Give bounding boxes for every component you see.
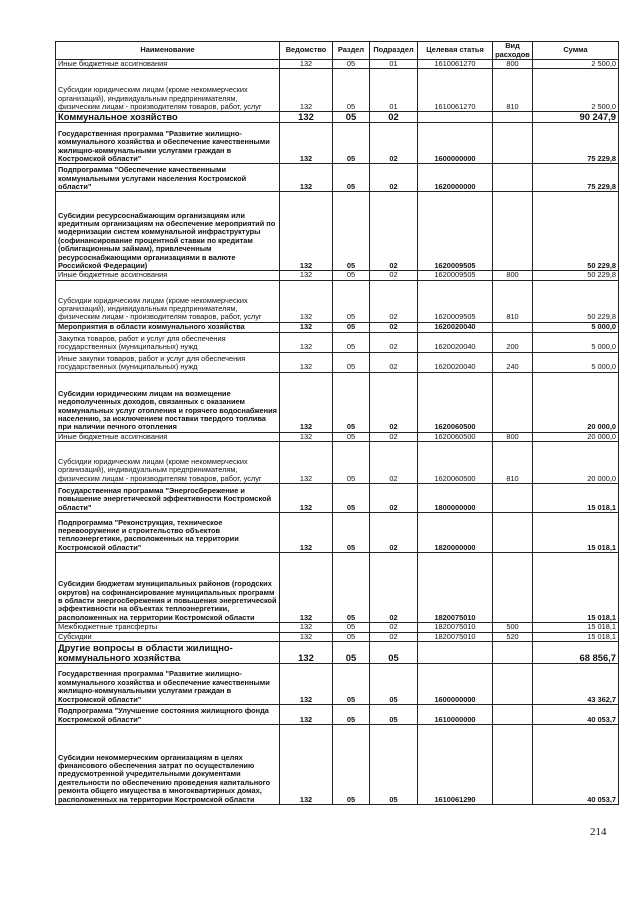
cell-name: Субсидии юридическим лицам (кроме некоммерческих организаций), индивидуальным предпринимателям, физическим лицам - производителям товаров, работ, услуг xyxy=(56,280,280,322)
cell-expense-type xyxy=(493,164,533,192)
cell-name: Иные закупки товаров, работ и услуг для обеспечения государственных (муниципальных) нужд xyxy=(56,352,280,372)
cell-vedomstvo: 132 xyxy=(280,623,333,632)
cell-razdel: 05 xyxy=(333,60,370,69)
cell-expense-type: 810 xyxy=(493,442,533,484)
cell-target-article: 1610061270 xyxy=(418,69,493,112)
cell-razdel: 05 xyxy=(333,192,370,271)
cell-podrazdel: 02 xyxy=(370,432,418,441)
col-header-sum: Сумма xyxy=(533,42,619,60)
table-row xyxy=(56,60,619,69)
cell-expense-type: 810 xyxy=(493,69,533,112)
table-row xyxy=(56,432,619,441)
cell-vedomstvo: 132 xyxy=(280,372,333,432)
cell-podrazdel: 02 xyxy=(370,322,418,332)
cell-podrazdel: 02 xyxy=(370,112,418,123)
table-row xyxy=(56,192,619,271)
cell-razdel: 05 xyxy=(333,352,370,372)
cell-expense-type xyxy=(493,192,533,271)
table-row xyxy=(56,352,619,372)
cell-podrazdel: 02 xyxy=(370,632,418,641)
cell-razdel: 05 xyxy=(333,432,370,441)
cell-expense-type xyxy=(493,553,533,623)
table-row xyxy=(56,442,619,484)
cell-vedomstvo: 132 xyxy=(280,164,333,192)
cell-target-article: 1620009505 xyxy=(418,192,493,271)
table-row xyxy=(56,484,619,513)
cell-vedomstvo: 132 xyxy=(280,725,333,805)
col-header-expense-type: Вид расходов xyxy=(493,42,533,60)
cell-podrazdel: 02 xyxy=(370,332,418,352)
cell-expense-type xyxy=(493,322,533,332)
cell-name: Субсидии юридическим лицам (кроме некоммерческих организаций), индивидуальным предпринимателям, физическим лицам - производителям товаров, работ, услуг xyxy=(56,442,280,484)
cell-expense-type: 810 xyxy=(493,280,533,322)
cell-razdel: 05 xyxy=(333,484,370,513)
cell-target-article: 1620060500 xyxy=(418,442,493,484)
cell-sum: 90 247,9 xyxy=(533,112,619,123)
cell-sum: 75 229,8 xyxy=(533,164,619,192)
table-row xyxy=(56,705,619,725)
cell-target-article: 1600000000 xyxy=(418,664,493,705)
table-row xyxy=(56,623,619,632)
cell-vedomstvo: 132 xyxy=(280,553,333,623)
cell-podrazdel: 01 xyxy=(370,60,418,69)
cell-razdel: 05 xyxy=(333,442,370,484)
cell-expense-type xyxy=(493,112,533,123)
cell-vedomstvo: 132 xyxy=(280,271,333,280)
cell-vedomstvo: 132 xyxy=(280,192,333,271)
cell-expense-type: 800 xyxy=(493,60,533,69)
cell-sum: 2 500,0 xyxy=(533,60,619,69)
cell-target-article: 1620009505 xyxy=(418,271,493,280)
cell-vedomstvo: 132 xyxy=(280,432,333,441)
cell-target-article: 1610061270 xyxy=(418,60,493,69)
cell-target-article: 1820075010 xyxy=(418,632,493,641)
cell-name: Субсидии бюджетам муниципальных районов (городских округов) на софинансирование муниципальных программ в области энергосбережения и повышения энергетической эффективности на объектах теплоэнергетики, расположенных на территории Костромской области xyxy=(56,553,280,623)
cell-name: Подпрограмма "Улучшение состояния жилищного фонда Костромской области" xyxy=(56,705,280,725)
cell-sum: 20 000,0 xyxy=(533,442,619,484)
cell-razdel: 05 xyxy=(333,69,370,112)
cell-razdel: 05 xyxy=(333,332,370,352)
table-row xyxy=(56,112,619,123)
cell-razdel: 05 xyxy=(333,164,370,192)
cell-name: Государственная программа "Развитие жилищно-коммунального хозяйства и обеспечение качественными жилищно-коммунальными услугами граждан в Костромской области" xyxy=(56,123,280,164)
cell-target-article: 1620020040 xyxy=(418,332,493,352)
cell-name: Иные бюджетные ассигнования xyxy=(56,60,280,69)
cell-name: Государственная программа "Развитие жилищно-коммунального хозяйства и обеспечение качественными жилищно-коммунальными услугами граждан в Костромской области" xyxy=(56,664,280,705)
cell-expense-type xyxy=(493,725,533,805)
cell-name: Другие вопросы в области жилищно-коммунального хозяйства xyxy=(56,642,280,664)
cell-vedomstvo: 132 xyxy=(280,705,333,725)
cell-sum: 50 229,8 xyxy=(533,192,619,271)
col-header-name: Наименование xyxy=(56,42,280,60)
cell-vedomstvo: 132 xyxy=(280,664,333,705)
cell-target-article: 1610000000 xyxy=(418,705,493,725)
table-row xyxy=(56,632,619,641)
table-row xyxy=(56,271,619,280)
cell-target-article: 1610061290 xyxy=(418,725,493,805)
table-row xyxy=(56,332,619,352)
table-row xyxy=(56,322,619,332)
cell-target-article: 1620060500 xyxy=(418,372,493,432)
table-row xyxy=(56,664,619,705)
cell-podrazdel: 02 xyxy=(370,280,418,322)
col-header-podrazdel: Подраздел xyxy=(370,42,418,60)
cell-sum: 15 018,1 xyxy=(533,484,619,513)
cell-razdel: 05 xyxy=(333,513,370,553)
cell-name: Иные бюджетные ассигнования xyxy=(56,271,280,280)
cell-expense-type: 800 xyxy=(493,432,533,441)
cell-target-article: 1820075010 xyxy=(418,623,493,632)
cell-razdel: 05 xyxy=(333,642,370,664)
cell-name: Мероприятия в области коммунального хозяйства xyxy=(56,322,280,332)
cell-podrazdel: 01 xyxy=(370,69,418,112)
cell-vedomstvo: 132 xyxy=(280,632,333,641)
cell-sum: 15 018,1 xyxy=(533,513,619,553)
cell-name: Коммунальное хозяйство xyxy=(56,112,280,123)
cell-target-article: 1620020040 xyxy=(418,352,493,372)
cell-podrazdel: 05 xyxy=(370,642,418,664)
cell-target-article xyxy=(418,642,493,664)
cell-razdel: 05 xyxy=(333,372,370,432)
cell-target-article: 1820000000 xyxy=(418,513,493,553)
cell-vedomstvo: 132 xyxy=(280,484,333,513)
cell-vedomstvo: 132 xyxy=(280,60,333,69)
cell-name: Субсидии xyxy=(56,632,280,641)
cell-razdel: 05 xyxy=(333,322,370,332)
cell-sum: 15 018,1 xyxy=(533,632,619,641)
cell-podrazdel: 02 xyxy=(370,484,418,513)
cell-sum: 68 856,7 xyxy=(533,642,619,664)
cell-vedomstvo: 132 xyxy=(280,322,333,332)
cell-sum: 15 018,1 xyxy=(533,553,619,623)
table-row xyxy=(56,123,619,164)
cell-podrazdel: 02 xyxy=(370,623,418,632)
table-row xyxy=(56,372,619,432)
cell-sum: 20 000,0 xyxy=(533,372,619,432)
budget-table xyxy=(55,41,619,805)
cell-podrazdel: 05 xyxy=(370,664,418,705)
table-row xyxy=(56,69,619,112)
table-header-row xyxy=(56,42,619,60)
cell-sum: 40 053,7 xyxy=(533,725,619,805)
cell-sum: 5 000,0 xyxy=(533,352,619,372)
cell-vedomstvo: 132 xyxy=(280,69,333,112)
cell-expense-type xyxy=(493,372,533,432)
cell-sum: 40 053,7 xyxy=(533,705,619,725)
cell-expense-type xyxy=(493,123,533,164)
cell-sum: 15 018,1 xyxy=(533,623,619,632)
cell-razdel: 05 xyxy=(333,725,370,805)
cell-name: Субсидии юридическим лицам на возмещение недополученных доходов, связанных с оказанием коммунальных услуг отопления и горячего водоснабжения населению, за исключением поставки твердого топлива при наличии печного отопления xyxy=(56,372,280,432)
cell-podrazdel: 05 xyxy=(370,705,418,725)
cell-razdel: 05 xyxy=(333,123,370,164)
table-row xyxy=(56,553,619,623)
table-row xyxy=(56,513,619,553)
cell-target-article xyxy=(418,112,493,123)
cell-vedomstvo: 132 xyxy=(280,442,333,484)
cell-vedomstvo: 132 xyxy=(280,123,333,164)
cell-expense-type xyxy=(493,705,533,725)
cell-sum: 75 229,8 xyxy=(533,123,619,164)
page-number: 214 xyxy=(590,826,607,838)
cell-podrazdel: 02 xyxy=(370,192,418,271)
cell-sum: 50 229,8 xyxy=(533,280,619,322)
cell-expense-type xyxy=(493,664,533,705)
cell-target-article: 1620009505 xyxy=(418,280,493,322)
cell-sum: 20 000,0 xyxy=(533,432,619,441)
cell-name: Субсидии ресурсоснабжающим организациям или кредитным организациям на обеспечение мероприятий по модернизации систем коммунальной инфраструктуры (софинансирование процентной ставки по кредитам (облигационным займам), привлеченным ресурсоснабжающими организациями в валюте Российской Федерации) xyxy=(56,192,280,271)
cell-vedomstvo: 132 xyxy=(280,352,333,372)
cell-name: Государственная программа "Энергосбережение и повышение энергетической эффективности Костромской области" xyxy=(56,484,280,513)
cell-expense-type xyxy=(493,642,533,664)
cell-name: Закупка товаров, работ и услуг для обеспечения государственных (муниципальных) нужд xyxy=(56,332,280,352)
cell-sum: 5 000,0 xyxy=(533,332,619,352)
cell-razdel: 05 xyxy=(333,280,370,322)
cell-vedomstvo: 132 xyxy=(280,112,333,123)
cell-name: Субсидии юридическим лицам (кроме некоммерческих организаций), индивидуальным предпринимателям, физическим лицам - производителям товаров, работ, услуг xyxy=(56,69,280,112)
cell-name: Иные бюджетные ассигнования xyxy=(56,432,280,441)
cell-expense-type xyxy=(493,484,533,513)
cell-vedomstvo: 132 xyxy=(280,280,333,322)
cell-target-article: 1600000000 xyxy=(418,123,493,164)
cell-podrazdel: 02 xyxy=(370,442,418,484)
cell-name: Субсидии некоммерческим организациям в целях финансового обеспечения затрат по осуществлению предусмотренной учредительными документами деятельности по обеспечению проведения капитального ремонта общего имущества в многоквартирных домах, расположенных на территории Костромской области xyxy=(56,725,280,805)
cell-podrazdel: 02 xyxy=(370,553,418,623)
cell-sum: 50 229,8 xyxy=(533,271,619,280)
cell-podrazdel: 05 xyxy=(370,725,418,805)
col-header-razdel: Раздел xyxy=(333,42,370,60)
cell-expense-type: 520 xyxy=(493,632,533,641)
cell-expense-type: 240 xyxy=(493,352,533,372)
cell-target-article: 1620020040 xyxy=(418,322,493,332)
cell-sum: 2 500,0 xyxy=(533,69,619,112)
cell-vedomstvo: 132 xyxy=(280,332,333,352)
cell-sum: 5 000,0 xyxy=(533,322,619,332)
cell-vedomstvo: 132 xyxy=(280,642,333,664)
cell-expense-type xyxy=(493,513,533,553)
cell-sum: 43 362,7 xyxy=(533,664,619,705)
cell-razdel: 05 xyxy=(333,112,370,123)
cell-podrazdel: 02 xyxy=(370,352,418,372)
cell-podrazdel: 02 xyxy=(370,123,418,164)
cell-razdel: 05 xyxy=(333,632,370,641)
cell-podrazdel: 02 xyxy=(370,164,418,192)
cell-vedomstvo: 132 xyxy=(280,513,333,553)
cell-razdel: 05 xyxy=(333,271,370,280)
cell-name: Межбюджетные трансферты xyxy=(56,623,280,632)
cell-razdel: 05 xyxy=(333,664,370,705)
cell-podrazdel: 02 xyxy=(370,372,418,432)
col-header-target-article: Целевая статья xyxy=(418,42,493,60)
col-header-vedomstvo: Ведомство xyxy=(280,42,333,60)
cell-razdel: 05 xyxy=(333,623,370,632)
table-row xyxy=(56,725,619,805)
cell-expense-type: 800 xyxy=(493,271,533,280)
cell-podrazdel: 02 xyxy=(370,513,418,553)
cell-target-article: 1820075010 xyxy=(418,553,493,623)
cell-expense-type: 500 xyxy=(493,623,533,632)
table-row xyxy=(56,642,619,664)
table-row xyxy=(56,280,619,322)
cell-razdel: 05 xyxy=(333,553,370,623)
cell-expense-type: 200 xyxy=(493,332,533,352)
cell-name: Подпрограмма "Обеспечение качественными коммунальными услугами населения Костромской области" xyxy=(56,164,280,192)
cell-name: Подпрограмма "Реконструкция, техническое перевооружение и строительство объектов теплоэнергетики, расположенных на территории Костромской области" xyxy=(56,513,280,553)
cell-target-article: 1620060500 xyxy=(418,432,493,441)
cell-target-article: 1620000000 xyxy=(418,164,493,192)
cell-razdel: 05 xyxy=(333,705,370,725)
table-row xyxy=(56,164,619,192)
cell-target-article: 1800000000 xyxy=(418,484,493,513)
cell-podrazdel: 02 xyxy=(370,271,418,280)
